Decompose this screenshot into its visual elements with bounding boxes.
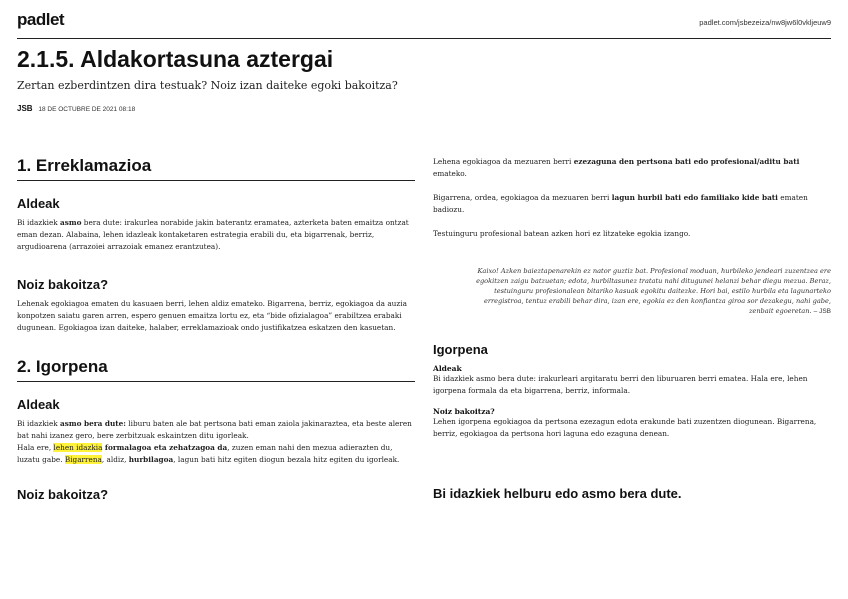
r-testuinguru-text: Testuinguru profesional batean azken hori ez litzateke egokia izango. [433, 229, 691, 238]
r-lehena-text: Lehena egokiagoa da mezuaren berri ezezaguna den pertsona bati edo profesional/aditu bati emateko. [433, 157, 800, 178]
r-final-heading: Bi idazkiek helburu edo asmo bera dute. [433, 486, 682, 501]
page-title: 2.1.5. Aldakortasuna aztergai [17, 46, 334, 72]
s1-aldeak-text: Bi idazkiek asmo bera dute: irakurlea norabide jakin baterantz eramatea, azterketa baten emaitza ontzat eman dezan. Alabaina, lehen idazleak kontaketaren estrategia erabili du, eta bigarrenak, berriz, argudioarena (arrazoiei arrazoiak emanez erantzutea). [17, 218, 409, 251]
author: JSB [17, 104, 33, 113]
right-column [433, 156, 831, 501]
post-date: 18 DE OCTUBRE DE 2021 08:18 [38, 106, 136, 113]
r-igorpena-heading: Igorpena [433, 342, 488, 357]
post-meta [17, 104, 135, 113]
r-aldeak-heading: Aldeak [433, 364, 462, 373]
s1-noiz-text: Lehenak egokiagoa ematen du kasuaen berri, lehen aldiz emateko. Bigarrena, berriz, egokiagoa da auzia konpotzen saiatu garen arren, espero genuen emaitza lortu ez, eta “bide ofizialagoa” erabiltzea erabaki dugunean. Egokiagoa izan daiteke, halaber, erreklamazioak ondo justifikatzea eskatzen den kasuetan. [17, 299, 407, 332]
comment-author: – JSB [813, 308, 831, 315]
page-subtitle: Zertan ezberdintzen dira testuak? Noiz izan daiteke egoki bakoitza? [17, 79, 398, 92]
top-bar [17, 10, 831, 39]
r-aldeak-text: Bi idazkiek asmo bera dute: irakurleari argitaratu berri den liburuaren berri ematea. Hala ere, lehen igorpena formala da eta bigarrena, berriz, informala. [433, 374, 808, 395]
page-url[interactable]: padlet.com/jsbezeiza/nw8jw6l0vkljeuw9 [699, 18, 831, 27]
left-column [17, 156, 415, 502]
r-noiz-heading: Noiz bakoitza? [433, 407, 495, 416]
section-erreklamazioa-title: 1. Erreklamazioa [17, 156, 415, 181]
s1-aldeak-heading: Aldeak [17, 196, 60, 211]
s2-aldeak-text: Bi idazkiek asmo bera dute: liburu baten ale bat pertsona bati eman zaiola jakinaraztea, eta beste aleren bat nahi izanez gero, bere zerbitzuak eskaintzen ditu igorleak. Hala ere, lehen idazkia formalagoa eta zehatzagoa da, zuzen eman nahi den mezua adierazten du, luzatu gabe. Bigarrena, aldiz, hurbilagoa, lagun bati hitz egiten diogun bezala hitz egiten du igorleak. [17, 419, 412, 464]
padlet-logo[interactable]: padlet [17, 10, 65, 29]
s2-noiz-heading: Noiz bakoitza? [17, 487, 109, 502]
section-igorpena-title: 2. Igorpena [17, 357, 415, 382]
s1-noiz-heading: Noiz bakoitza? [17, 277, 109, 292]
comment-quote: Kaixo! Azken baieztapenarekin ez nator guztiz bat. Profesional moduan, hurbileko jendeari zuzentzea ere egokitzen zaigu batzuetan; edota, hurbiltasunez tratatu nahi ditugunei helanzi behar diegu mezua. Beraz, testuinguru profesionalean bitariko kasuak egokitu daitezke. Hori bai, estilo hurbila eta lagunarteko erregistroa, tentuz erabili behar dira, izan ere, egokia ez den konfiantza giroa sor dezakegu, nahi gabe, zenbait egoeretan. – JSB [476, 267, 831, 315]
r-noiz-text: Lehen igorpena egokiagoa da pertsona ezezagun edota erakunde bati zuzentzen diogunean. Bigarrena, berriz, egokiagoa da pertsona hori laguna edo ezaguna denean. [433, 417, 817, 438]
r-bigarrena-text: Bigarrena, ordea, egokiagoa da mezuaren berri lagun hurbil bati edo familiako kide bati ematen badiozu. [433, 193, 808, 214]
s2-aldeak-heading: Aldeak [17, 397, 60, 412]
